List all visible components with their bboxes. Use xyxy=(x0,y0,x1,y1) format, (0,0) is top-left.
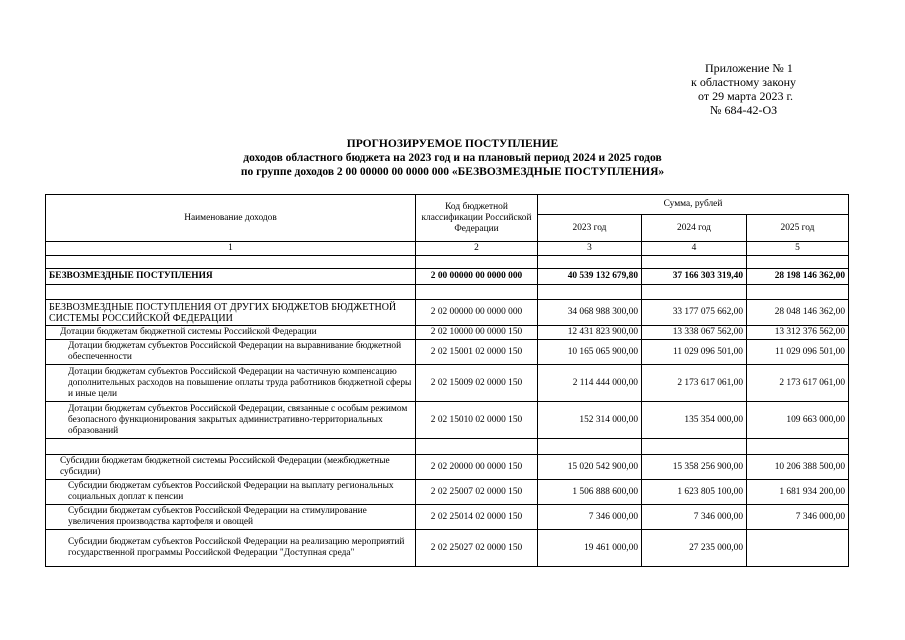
header-code: Код бюджетной классификации Российской Федерации xyxy=(416,195,538,242)
row-8-2025: 7 346 000,00 xyxy=(747,505,849,530)
table-row xyxy=(46,480,849,505)
row-5-2023: 152 314 000,00 xyxy=(538,402,642,439)
row-1-2025: 28 048 146 362,00 xyxy=(747,300,849,326)
document-title xyxy=(0,137,905,179)
title-line-1: ПРОГНОЗИРУЕМОЕ ПОСТУПЛЕНИЕ xyxy=(346,138,559,150)
row-6-name: Субсидии бюджетам бюджетной системы Российской Федерации (межбюджетные субсидии) xyxy=(46,455,416,480)
table-row xyxy=(46,455,849,480)
row-9-name: Субсидии бюджетам субъектов Российской Федерации на реализацию мероприятий государственной программы Российской Федерации "Доступная среда" xyxy=(46,530,416,567)
row-5-2025: 109 663 000,00 xyxy=(747,402,849,439)
row-1-name: БЕЗВОЗМЕЗДНЫЕ ПОСТУПЛЕНИЯ ОТ ДРУГИХ БЮДЖЕТОВ БЮДЖЕТНОЙ СИСТЕМЫ РОССИЙСКОЙ ФЕДЕРАЦИИ xyxy=(46,300,416,326)
header-year-2024: 2024 год xyxy=(642,215,747,242)
row-6-2025: 10 206 388 500,00 xyxy=(747,455,849,480)
spacer-row xyxy=(46,285,849,300)
row-2-code: 2 02 10000 00 0000 150 xyxy=(416,326,538,340)
row-7-2024: 1 623 805 100,00 xyxy=(642,480,747,505)
row-4-2024: 2 173 617 061,00 xyxy=(642,365,747,402)
table-row xyxy=(46,402,849,439)
row-2-2025: 13 312 376 562,00 xyxy=(747,326,849,340)
header-year-2025: 2025 год xyxy=(747,215,849,242)
row-8-name: Субсидии бюджетам субъектов Российской Федерации на стимулирование увеличения производства картофеля и овощей xyxy=(46,505,416,530)
revenue-table xyxy=(45,194,849,567)
appendix-line-2: к областному закону xyxy=(691,75,797,89)
row-6-2023: 15 020 542 900,00 xyxy=(538,455,642,480)
header-sum: Сумма, рублей xyxy=(538,195,849,215)
row-1-2024: 33 177 075 662,00 xyxy=(642,300,747,326)
appendix-line-3: от 29 марта 2023 г. xyxy=(698,89,794,103)
row-2-2024: 13 338 067 562,00 xyxy=(642,326,747,340)
row-0-2023: 40 539 132 679,80 xyxy=(538,269,642,285)
header-name: Наименование доходов xyxy=(46,195,416,242)
row-8-2024: 7 346 000,00 xyxy=(642,505,747,530)
table-row xyxy=(46,340,849,365)
row-3-name: Дотации бюджетам субъектов Российской Федерации на выравнивание бюджетной обеспеченности xyxy=(46,340,416,365)
row-1-2023: 34 068 988 300,00 xyxy=(538,300,642,326)
appendix-block xyxy=(685,61,835,117)
row-4-name: Дотации бюджетам субъектов Российской Федерации на частичную компенсацию дополнительных расходов на повышение оплаты труда работников бюджетной сферы и иные цели xyxy=(46,365,416,402)
row-7-code: 2 02 25007 02 0000 150 xyxy=(416,480,538,505)
table-row xyxy=(46,365,849,402)
col-number-1: 1 xyxy=(46,242,416,256)
row-9-2025 xyxy=(747,530,849,567)
row-3-2024: 11 029 096 501,00 xyxy=(642,340,747,365)
row-5-code: 2 02 15010 02 0000 150 xyxy=(416,402,538,439)
appendix-line-1: Приложение № 1 xyxy=(705,61,793,75)
row-0-code: 2 00 00000 00 0000 000 xyxy=(416,269,538,285)
table-row xyxy=(46,326,849,340)
row-2-name: Дотации бюджетам бюджетной системы Российской Федерации xyxy=(46,326,416,340)
table-row xyxy=(46,505,849,530)
row-7-2025: 1 681 934 200,00 xyxy=(747,480,849,505)
row-4-2023: 2 114 444 000,00 xyxy=(538,365,642,402)
row-0-2024: 37 166 303 319,40 xyxy=(642,269,747,285)
row-3-2025: 11 029 096 501,00 xyxy=(747,340,849,365)
appendix-line-4: № 684-42-ОЗ xyxy=(710,103,778,117)
table-row xyxy=(46,300,849,326)
row-4-2025: 2 173 617 061,00 xyxy=(747,365,849,402)
row-9-2024: 27 235 000,00 xyxy=(642,530,747,567)
table-row xyxy=(46,530,849,567)
row-7-name: Субсидии бюджетам субъектов Российской Федерации на выплату региональных социальных доплат к пенсии xyxy=(46,480,416,505)
title-line-3: по группе доходов 2 00 00000 00 0000 000 «БЕЗВОЗМЕЗДНЫЕ ПОСТУПЛЕНИЯ» xyxy=(240,166,665,178)
row-6-code: 2 02 20000 00 0000 150 xyxy=(416,455,538,480)
title-line-2: доходов областного бюджета на 2023 год и на плановый период 2024 и 2025 годов xyxy=(243,152,662,164)
header-year-2023: 2023 год xyxy=(538,215,642,242)
col-number-2: 2 xyxy=(416,242,538,256)
col-number-5: 5 xyxy=(747,242,849,256)
row-8-code: 2 02 25014 02 0000 150 xyxy=(416,505,538,530)
row-6-2024: 15 358 256 900,00 xyxy=(642,455,747,480)
row-5-name: Дотации бюджетам субъектов Российской Федерации, связанные с особым режимом безопасного функционирования закрытых административно-территориальных образований xyxy=(46,402,416,439)
row-2-2023: 12 431 823 900,00 xyxy=(538,326,642,340)
row-3-2023: 10 165 065 900,00 xyxy=(538,340,642,365)
col-number-3: 3 xyxy=(538,242,642,256)
row-9-code: 2 02 25027 02 0000 150 xyxy=(416,530,538,567)
row-4-code: 2 02 15009 02 0000 150 xyxy=(416,365,538,402)
row-3-code: 2 02 15001 02 0000 150 xyxy=(416,340,538,365)
row-1-code: 2 02 00000 00 0000 000 xyxy=(416,300,538,326)
row-7-2023: 1 506 888 600,00 xyxy=(538,480,642,505)
col-number-4: 4 xyxy=(642,242,747,256)
row-8-2023: 7 346 000,00 xyxy=(538,505,642,530)
table-row xyxy=(46,269,849,285)
spacer-row xyxy=(46,256,849,269)
row-9-2023: 19 461 000,00 xyxy=(538,530,642,567)
spacer-row xyxy=(46,439,849,455)
row-0-name: БЕЗВОЗМЕЗДНЫЕ ПОСТУПЛЕНИЯ xyxy=(46,269,416,285)
row-5-2024: 135 354 000,00 xyxy=(642,402,747,439)
row-0-2025: 28 198 146 362,00 xyxy=(747,269,849,285)
